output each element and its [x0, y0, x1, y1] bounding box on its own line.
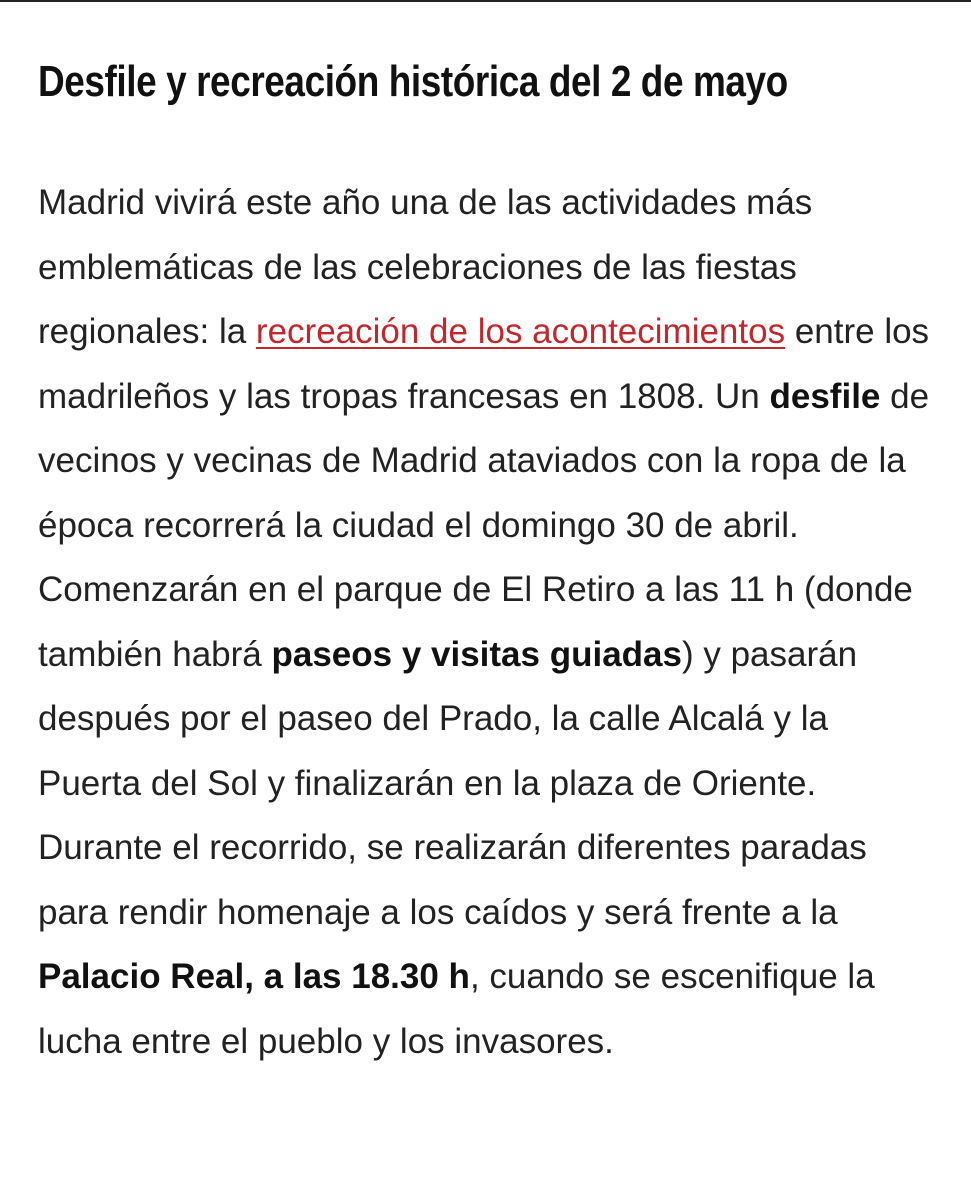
paragraph-text: de vecinos y vecinas de Madrid ataviados con la ropa de la época recorrerá la ciudad el domingo 30 de abril. Comenzarán en el parque de El Retiro a las 11 h (donde también habrá	[38, 376, 930, 674]
bold-phrase: paseos y visitas guiadas	[271, 634, 682, 674]
top-divider	[0, 0, 971, 2]
paragraph-text: , cuando se escenifique la lucha entre el pueblo y los invasores.	[38, 957, 875, 1061]
article-headline: Desfile y recreación histórica del 2 de mayo	[38, 57, 788, 106]
article	[38, 52, 938, 1074]
paragraph-text: ) y pasarán después por el paseo del Prado, la calle Alcalá y la Puerta del Sol y finalizarán en la plaza de Oriente. Durante el recorrido, se realizarán diferentes paradas para rendir homenaje a los caídos y será frente a la	[38, 634, 867, 932]
bold-phrase: desfile	[769, 376, 881, 416]
paragraph-text: Madrid vivirá este año una de las actividades más emblemáticas de las celebraciones de las fiestas regionales: la	[38, 183, 813, 351]
bold-phrase: Palacio Real, a las 18.30 h	[38, 957, 470, 996]
paragraph-text: entre los madrileños y las tropas francesas en 1808. Un	[38, 312, 930, 416]
article-paragraph	[38, 171, 938, 1074]
recreation-link[interactable]: recreación de los acontecimientos	[255, 312, 786, 351]
